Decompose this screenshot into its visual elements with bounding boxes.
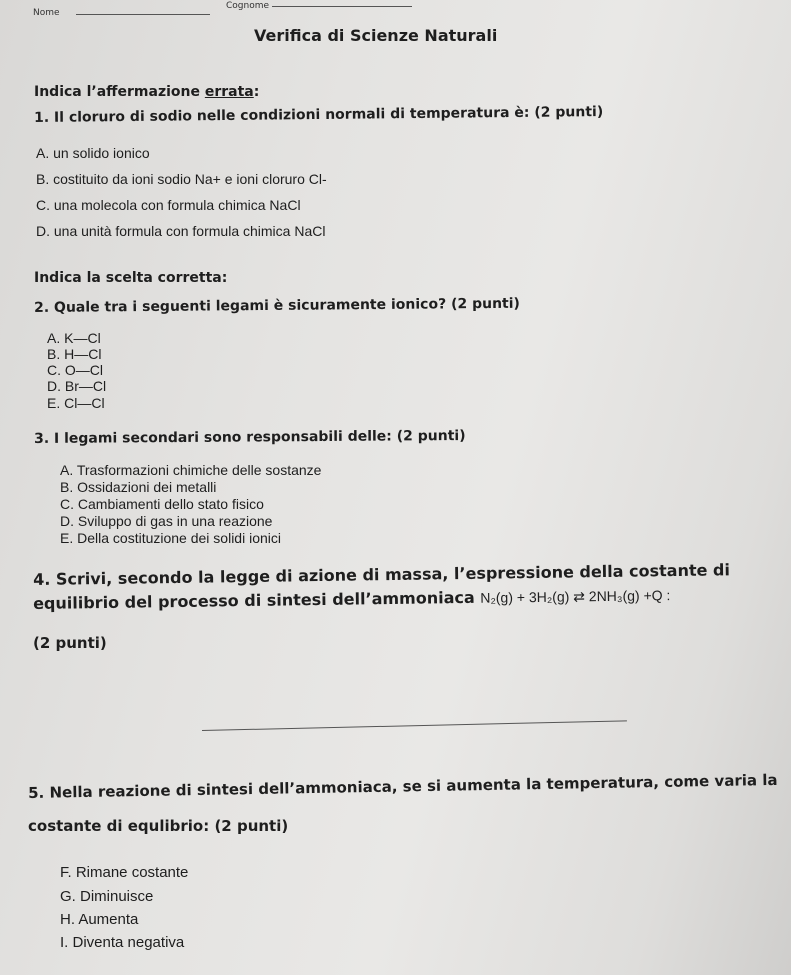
question-4-points: (2 punti) [33, 634, 107, 652]
ammonia-equation: N₂(g) + 3H₂(g) ⇄ 2NH₃(g) +Q : [480, 587, 671, 606]
q1-option-c[interactable]: C. una molecola con formula chimica NaCl [36, 197, 301, 213]
question-5-line1: 5. Nella reazione di sintesi dell’ammoniaca, se si aumenta la temperatura, come varia la [28, 770, 778, 802]
page-title: Verifica di Scienze Naturali [254, 26, 498, 45]
q1-option-d[interactable]: D. una unità formula con formula chimica NaCl [36, 223, 326, 239]
cognome-label: Cognome [226, 1, 270, 11]
q3-option-a[interactable]: A. Trasformazioni chimiche delle sostanze [60, 462, 322, 478]
section2-instruction: Indica la scelta corretta: [34, 270, 228, 286]
instruction-suffix: : [253, 84, 260, 100]
instruction-emphasis: errata [204, 84, 254, 100]
instruction-prefix: Indica l’affermazione [34, 84, 205, 100]
question-3: 3. I legami secondari sono responsabili delle: (2 punti) [34, 427, 466, 447]
q5-option-f[interactable]: F. Rimane costante [60, 864, 189, 881]
question-4-line1: 4. Scrivi, secondo la legge di azione di massa, l’espressione della costante di [33, 560, 731, 589]
q3-option-b[interactable]: B. Ossidazioni dei metalli [60, 479, 217, 495]
nome-field[interactable] [76, 14, 210, 15]
q1-option-a[interactable]: A. un solido ionico [36, 145, 150, 161]
q3-option-c[interactable]: C. Cambiamenti dello stato fisico [60, 496, 264, 512]
q4-answer-line[interactable] [202, 720, 627, 731]
question-2: 2. Quale tra i seguenti legami è sicuramente ionico? (2 punti) [34, 295, 520, 316]
question-1: 1. Il cloruro di sodio nelle condizioni normali di temperatura è: (2 punti) [34, 104, 604, 126]
q1-option-b[interactable]: B. costituito da ioni sodio Na+ e ioni cloruro Cl- [36, 171, 327, 187]
q2-option-e[interactable]: E. Cl—Cl [47, 395, 105, 411]
q2-option-b[interactable]: B. H—Cl [47, 346, 102, 362]
section1-instruction [34, 84, 259, 100]
q5-option-i[interactable]: I. Diventa negativa [60, 934, 185, 951]
q2-option-d[interactable]: D. Br—Cl [47, 378, 107, 394]
q2-option-c[interactable]: C. O—Cl [47, 362, 103, 378]
question-4-line2 [33, 585, 671, 613]
q4-text: equilibrio del processo di sintesi dell’ammoniaca [33, 587, 475, 613]
q3-option-e[interactable]: E. Della costituzione dei solidi ionici [60, 530, 281, 546]
q5-option-g[interactable]: G. Diminuisce [60, 888, 154, 905]
q2-option-a[interactable]: A. K—Cl [47, 330, 101, 346]
cognome-field[interactable] [272, 6, 412, 7]
q3-option-d[interactable]: D. Sviluppo di gas in una reazione [60, 513, 273, 529]
question-5-line2: costante di equlibrio: (2 punti) [28, 817, 289, 835]
nome-label: Nome [33, 8, 60, 18]
q5-option-h[interactable]: H. Aumenta [60, 911, 139, 928]
